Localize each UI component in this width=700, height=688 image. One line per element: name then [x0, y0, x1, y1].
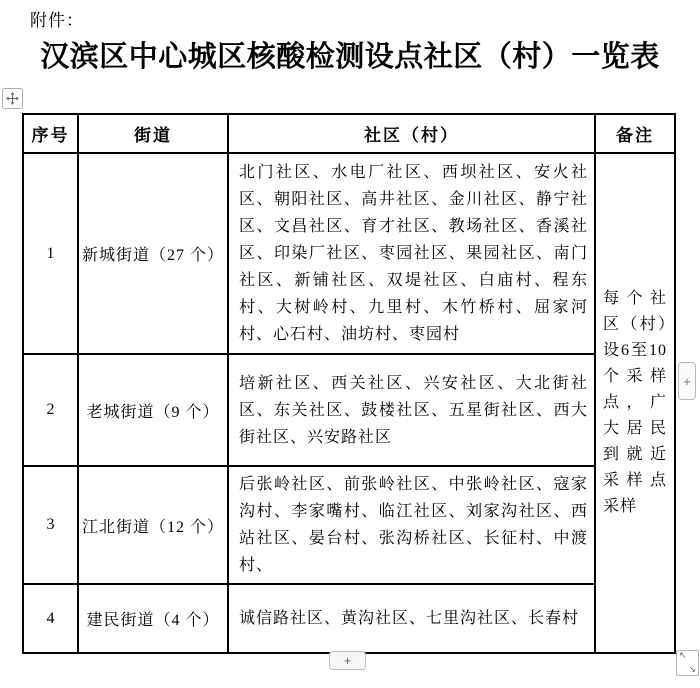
community-list: 北门社区、水电厂社区、西坝社区、安火社区、朝阳社区、高井社区、金川社区、静宁社区、文昌社区、育才社区、教场社区、香溪社区、印染厂社区、枣园社区、果园社区、南门社区、新铺社区、双堤社区、白庙村、程东村、大树岭村、九里村、木竹桥村、屈家河村、心石村、油坊村、枣园村	[228, 153, 595, 354]
table-move-handle[interactable]	[2, 88, 23, 109]
remark-cell: 每个社区（村）设6至10个采样点，广大居民到就近采样点采样	[595, 153, 675, 653]
table-resize-handle[interactable]	[676, 650, 699, 676]
page-title: 汉滨区中心城区核酸检测设点社区（村）一览表	[40, 41, 660, 73]
community-list: 后张岭社区、前张岭社区、中张岭社区、寇家沟村、李家嘴村、临江社区、刘家沟社区、西站社区、晏台村、张沟桥社区、长征村、中渡村、	[228, 466, 595, 584]
column-header: 序号	[23, 114, 78, 153]
community-list: 培新社区、西关社区、兴安社区、大北街社区、东关社区、鼓楼社区、五星街社区、西大街社区、兴安路社区	[228, 354, 595, 466]
move-icon	[6, 92, 19, 105]
street-name: 江北街道（12 个）	[78, 466, 228, 584]
testing-sites-table	[22, 113, 676, 654]
row-number: 1	[23, 153, 78, 354]
table-row	[23, 466, 675, 584]
community-list: 诚信路社区、黄沟社区、七里沟社区、长春村	[228, 584, 595, 653]
street-name: 新城街道（27 个）	[78, 153, 228, 354]
street-name: 老城街道（9 个）	[78, 354, 228, 466]
table-row	[23, 584, 675, 653]
insert-row-button[interactable]: +	[329, 651, 366, 670]
column-header: 备注	[595, 114, 675, 153]
arrow-down-right-icon: ↘	[688, 665, 696, 675]
row-number: 4	[23, 584, 78, 653]
insert-column-button[interactable]: +	[678, 362, 696, 400]
table-row	[23, 153, 675, 354]
table-header-row	[23, 114, 675, 153]
table-row	[23, 354, 675, 466]
row-number: 2	[23, 354, 78, 466]
arrow-up-left-icon: ↖	[679, 651, 687, 661]
attachment-label: 附件：	[30, 11, 84, 30]
column-header: 街道	[78, 114, 228, 153]
street-name: 建民街道（4 个）	[78, 584, 228, 653]
column-header: 社区（村）	[228, 114, 595, 153]
row-number: 3	[23, 466, 78, 584]
